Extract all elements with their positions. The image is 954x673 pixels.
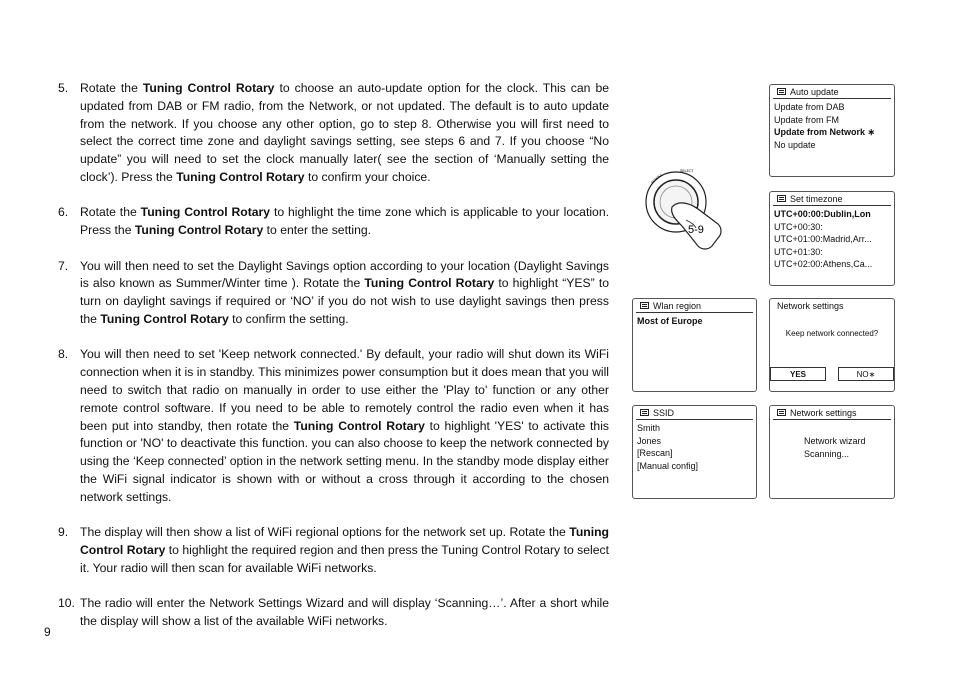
screen-wlan-region	[632, 298, 757, 392]
keep-connected-prompt: Keep network connected?	[785, 329, 879, 338]
yes-option: YES	[770, 367, 826, 381]
step-item	[58, 524, 609, 577]
step-item	[58, 258, 609, 329]
menu-icon	[640, 302, 649, 309]
step-text	[80, 204, 609, 240]
screen-row: Smith	[637, 423, 661, 433]
screen-title: Set timezone	[790, 193, 843, 204]
screen-title: Network settings	[790, 407, 857, 418]
step-item	[58, 595, 609, 631]
knob-ring-text-scroll: SCROLL	[650, 172, 664, 185]
control-name: Tuning Control Rotary	[80, 525, 609, 557]
screen-row: Network wizard	[804, 436, 866, 446]
screen-row: Scanning...	[804, 448, 850, 459]
step-text-run: to choose an auto-update option for the clock. This can be updated from DAB or FM radio, from the Network, or not updated. The default is to auto update from the network. If you choose any other option, go to step 8. Otherwise you will first need to select the correct time zone and daylight savings setting, see steps 6 and 7. If you choose “No update” you will need to set the clock manually later( see the section of ‘Manually setting the clock’). Press the	[80, 81, 610, 184]
menu-icon	[777, 195, 786, 202]
menu-icon	[777, 409, 786, 416]
screen-title: Wlan region	[653, 300, 702, 311]
screen-title: SSID	[653, 407, 675, 418]
knob-ring-text-select: SELECT	[680, 169, 694, 173]
step-text-run: to highlight 'YES' to activate this function or 'NO' to deactivate this function. you can also choose to keep the network connected by using the ‘Keep connected’ option in the network setting menu. In the standby mode display either the WiFi signal indicator is shown with or without a cross through it according to the chosen network settings.	[80, 418, 609, 504]
control-name: Tuning Control Rotary	[293, 418, 425, 433]
screen-set-timezone	[769, 191, 895, 286]
step-number: 10.	[58, 596, 75, 611]
menu-icon	[777, 88, 786, 95]
step-text-run: Rotate the	[80, 81, 143, 95]
step-text	[80, 524, 609, 577]
step-item	[58, 346, 609, 506]
step-text-run: to highlight the required region and then press the Tuning Control Rotary to select it. Your radio will then scan for available WiFi networks.	[80, 542, 609, 575]
control-name: Tuning Control Rotary	[140, 205, 271, 220]
step-text-run: to confirm your choice.	[304, 169, 431, 184]
screen-auto-update	[769, 84, 895, 177]
menu-icon	[640, 409, 649, 416]
control-name: Tuning Control Rotary	[364, 276, 495, 291]
step-number: 5.	[58, 81, 69, 95]
page-number: 9	[44, 625, 51, 639]
screen-row: Update from FM	[774, 114, 840, 125]
step-number: 6.	[58, 205, 69, 220]
step-item	[58, 204, 609, 240]
screen-row: [Manual config]	[637, 460, 699, 471]
screen-row: UTC+01:30:	[774, 246, 823, 257]
instruction-steps	[58, 80, 609, 648]
step-text-run: to highlight “YES” to turn on daylight savings if required or ‘NO’ if you do not wish to use daylight savings then press the	[80, 276, 610, 326]
step-item	[58, 80, 609, 187]
screen-row: Most of Europe	[637, 316, 703, 326]
step-number: 9.	[58, 525, 69, 540]
step-number: 8.	[58, 347, 69, 362]
step-text-run: You will then need to set the Daylight Savings option according to your location (Daylight Savings is also known as Summer/Winter time ). Rotate the	[80, 258, 609, 291]
step-text	[80, 80, 609, 187]
no-option: NO∗	[838, 367, 894, 381]
step-text	[80, 258, 609, 329]
step-text-run: The display will then show a list of WiFi regional options for the network set up. Rotate the	[80, 525, 570, 540]
knob-step-label: 5-9	[688, 224, 704, 236]
control-name: Tuning Control Rotary	[176, 169, 305, 184]
screen-row: UTC+00:00:Dublin,Lon	[774, 209, 871, 219]
step-text-run: to highlight the time zone which is applicable to your location. Press the	[80, 205, 609, 238]
screen-keep-network	[769, 298, 895, 392]
screen-row: UTC+01:00:Madrid,Arr...	[774, 234, 872, 244]
screen-row: UTC+02:00:Athens,Ca...	[774, 259, 873, 269]
screen-title: Auto update	[790, 86, 839, 97]
screen-row: No update	[774, 139, 816, 150]
step-text	[80, 346, 609, 506]
screen-network-scan	[769, 405, 895, 499]
step-text	[80, 595, 609, 631]
step-text-run: to confirm the setting.	[228, 311, 349, 326]
tuning-control-rotary-illustration	[642, 162, 734, 258]
screen-ssid	[632, 405, 757, 499]
screen-title: Network settings	[777, 300, 844, 311]
step-text-run: to enter the setting.	[263, 223, 372, 238]
control-name: Tuning Control Rotary	[142, 81, 275, 95]
step-number: 7.	[58, 258, 69, 273]
control-name: Tuning Control Rotary	[134, 223, 264, 238]
screen-row: [Rescan]	[637, 448, 673, 458]
screen-row: Jones	[637, 435, 662, 446]
step-text-run: Rotate the	[80, 205, 141, 220]
screen-row: Update from DAB	[774, 102, 845, 112]
step-text-run: The radio will enter the Network Settings Wizard and will display ‘Scanning…’. After a short while the display will show a list of the available WiFi networks.	[80, 596, 609, 628]
screen-row: Update from Network ∗	[774, 127, 876, 137]
step-text-run: You will then need to set 'Keep network connected.' By default, your radio will shut down its WiFi connection when it is in standby. This minimizes power consumption but it does mean that you will need to switch that radio on manually in order to use either the 'Play to' function or any other remote control software. If you need to be able to remotely control the radio even when it has been put into standby, then rotate the	[80, 347, 609, 433]
screen-row: UTC+00:30:	[774, 221, 823, 232]
control-name: Tuning Control Rotary	[100, 311, 229, 326]
